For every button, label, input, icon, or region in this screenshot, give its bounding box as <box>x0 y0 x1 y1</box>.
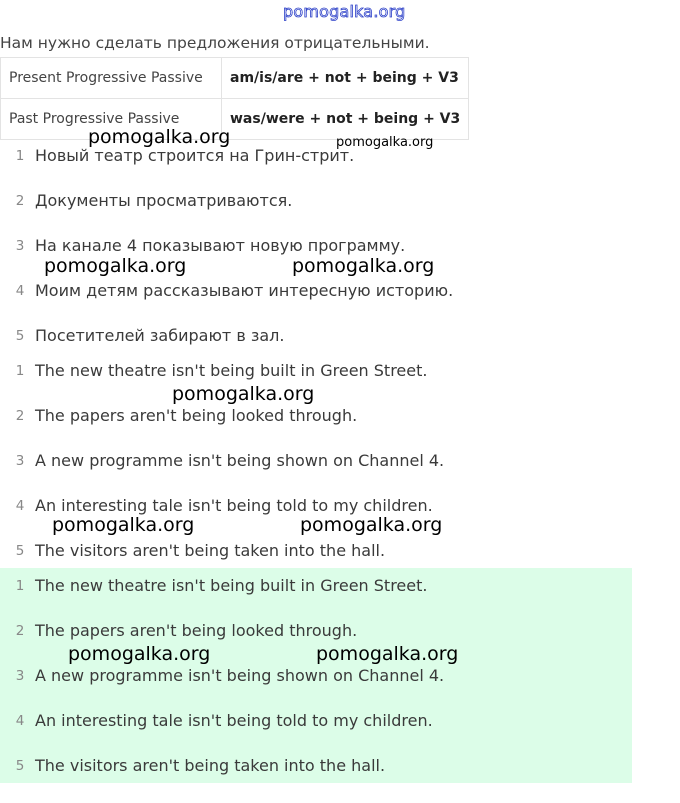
item-text: A new programme isn't being shown on Channel 4. <box>35 666 445 685</box>
list-item <box>0 363 632 408</box>
item-text: Посетителей забирают в зал. <box>35 326 285 345</box>
item-number: 5 <box>15 758 25 774</box>
item-text: The new theatre isn't being built in Green Street. <box>35 361 428 380</box>
table-row <box>1 99 469 140</box>
item-text: The papers aren't being looked through. <box>35 621 358 640</box>
rule-formula: was/were + not + being + V3 <box>222 99 469 140</box>
item-text: На канале 4 показывают новую программу. <box>35 236 406 255</box>
list-item <box>0 758 632 803</box>
item-number: 5 <box>15 543 25 559</box>
item-number: 2 <box>15 408 25 424</box>
item-number: 4 <box>15 713 25 729</box>
list-item <box>0 148 632 193</box>
table-row <box>1 58 469 99</box>
watermark: pomogalka.org <box>316 643 459 665</box>
item-text: An interesting tale isn't being told to my children. <box>35 711 433 730</box>
item-text: The visitors aren't being taken into the hall. <box>35 756 386 775</box>
item-text: Документы просматриваются. <box>35 191 293 210</box>
item-text: The visitors aren't being taken into the hall. <box>35 541 386 560</box>
item-text: A new programme isn't being shown on Channel 4. <box>35 451 445 470</box>
item-number: 1 <box>15 148 25 164</box>
rule-name: Past Progressive Passive <box>1 99 222 140</box>
item-number: 5 <box>15 328 25 344</box>
watermark: pomogalka.org <box>292 255 435 277</box>
rule-formula: am/is/are + not + being + V3 <box>222 58 469 99</box>
list-item <box>0 408 632 453</box>
item-text: Моим детям рассказывают интересную историю. <box>35 281 454 300</box>
item-number: 2 <box>15 623 25 639</box>
list-item <box>0 668 632 713</box>
item-number: 2 <box>15 193 25 209</box>
watermark: pomogalka.org <box>300 514 443 536</box>
list-item <box>0 283 632 328</box>
watermark: pomogalka.org <box>52 514 195 536</box>
item-number: 1 <box>15 363 25 379</box>
item-text: The new theatre isn't being built in Green Street. <box>35 576 428 595</box>
item-text: Новый театр строится на Грин-стрит. <box>35 146 355 165</box>
item-number: 3 <box>15 668 25 684</box>
item-text: An interesting tale isn't being told to my children. <box>35 496 433 515</box>
header-watermark: pomogalka.org <box>283 2 406 21</box>
watermark: pomogalka.org <box>44 255 187 277</box>
watermark: pomogalka.org <box>68 643 211 665</box>
item-number: 3 <box>15 453 25 469</box>
item-text: The papers aren't being looked through. <box>35 406 358 425</box>
rule-name: Present Progressive Passive <box>1 58 222 99</box>
item-number: 4 <box>15 283 25 299</box>
instruction-text: Нам нужно сделать предложения отрицательными. <box>0 34 430 52</box>
rules-table <box>0 57 469 140</box>
item-number: 3 <box>15 238 25 254</box>
item-number: 4 <box>15 498 25 514</box>
list-item <box>0 578 632 623</box>
watermark: pomogalka.org <box>88 126 231 148</box>
list-item <box>0 453 632 498</box>
list-item <box>0 193 632 238</box>
watermark: pomogalka.org <box>336 135 434 150</box>
list-item <box>0 713 632 758</box>
watermark: pomogalka.org <box>172 383 315 405</box>
item-number: 1 <box>15 578 25 594</box>
